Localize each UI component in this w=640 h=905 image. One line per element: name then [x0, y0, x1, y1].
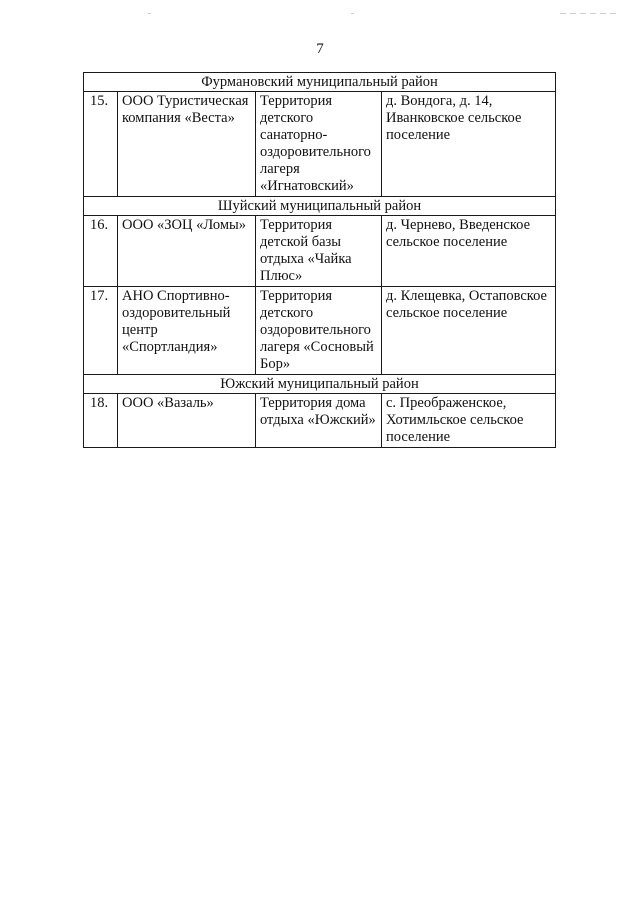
address-cell: д. Клещевка, Остаповское сельское поселение — [382, 287, 556, 375]
address-cell: д. Вондога, д. 14, Иванковское сельское поселение — [382, 92, 556, 197]
territory-cell: Территория детского оздоровительного лагеря «Сосновый Бор» — [256, 287, 382, 375]
table-row — [84, 92, 556, 197]
page-number: 7 — [316, 41, 324, 57]
scan-artifact-mid — [351, 13, 354, 14]
scan-artifact-right — [560, 13, 620, 14]
address-cell: с. Преображенское, Хотимльское сельское поселение — [382, 394, 556, 448]
district-name: Южский муниципальный район — [84, 375, 556, 394]
table-row — [84, 216, 556, 287]
table-row — [84, 394, 556, 448]
organization-cell: ООО «Вазаль» — [118, 394, 256, 448]
district-header-row — [84, 73, 556, 92]
row-number: 16. — [84, 216, 118, 287]
address-cell: д. Чернево, Введенское сельское поселение — [382, 216, 556, 287]
institutions-table — [83, 72, 556, 448]
territory-cell: Территория дома отдыха «Южский» — [256, 394, 382, 448]
table-row — [84, 287, 556, 375]
row-number: 18. — [84, 394, 118, 448]
row-number: 17. — [84, 287, 118, 375]
organization-cell: ООО Туристическая компания «Веста» — [118, 92, 256, 197]
district-header-row — [84, 375, 556, 394]
district-name: Фурмановский муниципальный район — [84, 73, 556, 92]
territory-cell: Территория детского санаторно-оздоровительного лагеря «Игнатовский» — [256, 92, 382, 197]
row-number: 15. — [84, 92, 118, 197]
organization-cell: ООО «ЗОЦ «Ломы» — [118, 216, 256, 287]
territory-cell: Территория детской базы отдыха «Чайка Плюс» — [256, 216, 382, 287]
organization-cell: АНО Спортивно-оздоровительный центр «Спортландия» — [118, 287, 256, 375]
district-name: Шуйский муниципальный район — [84, 197, 556, 216]
scan-artifact-left — [148, 13, 151, 14]
district-header-row — [84, 197, 556, 216]
